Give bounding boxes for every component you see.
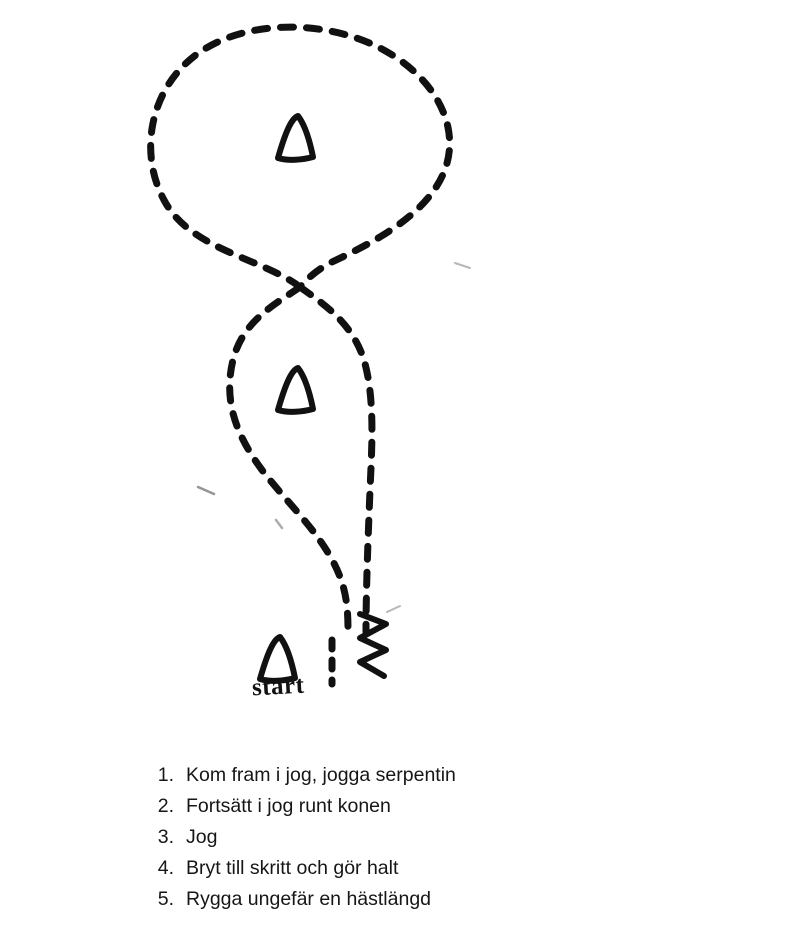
path-middle-loop-right: [300, 287, 372, 632]
cone-middle: [278, 368, 313, 412]
list-item-number: 4.: [157, 857, 174, 879]
list-item: [148, 884, 748, 915]
list-item-text: Fortsätt i jog runt konen: [186, 795, 391, 817]
instructions-list: [148, 760, 748, 915]
list-item-text: Rygga ungefär en hästlängd: [186, 888, 432, 910]
list-item: [148, 760, 748, 791]
list-item-text: Jog: [186, 826, 218, 848]
start-label: start: [251, 671, 306, 702]
stray-mark-4: [387, 606, 400, 612]
list-item-number: 3.: [157, 826, 174, 848]
path-middle-loop: [230, 287, 348, 630]
list-item-number: 1.: [157, 764, 174, 786]
list-item: [148, 853, 748, 884]
list-item: [148, 791, 748, 822]
list-item-text: Kom fram i jog, jogga serpentin: [186, 764, 456, 786]
list-item: [148, 822, 748, 853]
cone-top: [278, 116, 313, 160]
list-item-number: 2.: [157, 795, 174, 817]
list-item-text: Bryt till skritt och gör halt: [186, 857, 399, 879]
list-item-number: 5.: [157, 888, 174, 910]
stray-mark-2: [276, 520, 282, 528]
stray-mark-1: [198, 487, 214, 494]
stray-mark-3: [455, 263, 470, 268]
